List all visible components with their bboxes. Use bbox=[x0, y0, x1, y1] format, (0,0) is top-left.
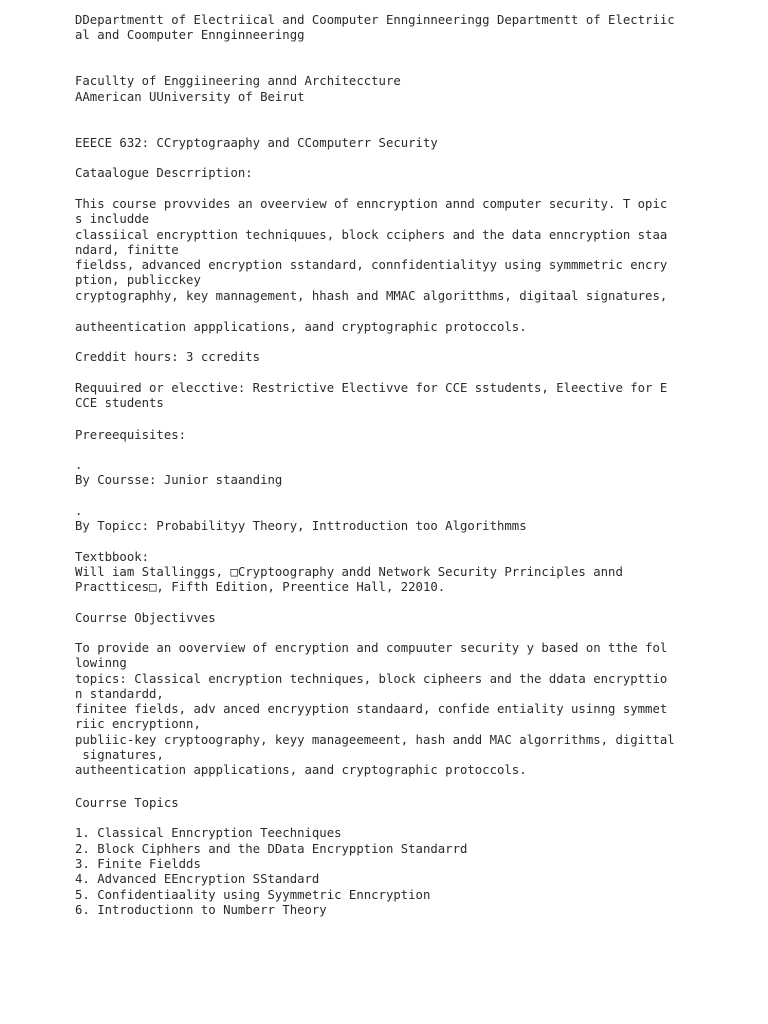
objectives-heading: Courrse Objectivves bbox=[75, 611, 216, 625]
university-name: AAmerican UUniversity of Beirut bbox=[75, 90, 305, 104]
prereq-by-topic: By Topicc: Probabilityy Theory, Inttroduction too Algorithmms bbox=[75, 519, 527, 533]
prereq-bullet-marker: . bbox=[75, 504, 83, 518]
catalogue-description-end: autheentication appplications, aand cryptographic protoccols. bbox=[75, 320, 527, 334]
textbook-citation: Will iam Stallinggs, □Cryptoography andd Network Security Prrinciples annd Practtices□, Fifth Edition, Preentice Hall, 22010. bbox=[75, 565, 623, 595]
catalogue-heading: Cataalogue Descrription: bbox=[75, 166, 253, 180]
topic-item: 5. Confidentiaality using Syymmetric Enncryption bbox=[75, 888, 431, 902]
catalogue-description: This course provvides an oveerview of enncryption annd computer security. T opic s includde classiical encrypttion techniquues, block cciphers and the data enncryption staa ndard, finitte fieldss, advanced encryption sstandard, connfidentialityy using symmmetric encry ption, publicckey cryptographhy, key mannagement, hhash and MMAC algoritthms, digitaal signatures, bbox=[75, 197, 668, 303]
prerequisites-heading: Prereequisites: bbox=[75, 428, 187, 442]
topic-item: 3. Finite Fieldds bbox=[75, 857, 201, 871]
course-title: EEECE 632: CCryptograaphy and CComputerr Security bbox=[75, 136, 438, 150]
topic-item: 2. Block Ciphhers and the DData Encrypption Standarrd bbox=[75, 842, 468, 856]
prereq-by-course: By Coursse: Junior staanding bbox=[75, 473, 283, 487]
objectives-text: To provide an ooverview of encryption and compuuter security y based on tthe fol lowinng topics: Classical encryption techniques, block cipheers and the ddata encrypttio n standardd, finitee fields, adv anced encryyption standaard, confide entiality usinng symmet riic encryptionn, publiic-key cryptoography, keyy manageemeent, hash andd MAC algorrithms, digittal signatures, autheentication appplications, aand cryptographic protoccols. bbox=[75, 641, 675, 778]
topic-item: 4. Advanced EEncryption SStandard bbox=[75, 872, 320, 886]
required-or-elective: Requuired or elecctive: Restrictive Electivve for CCE sstudents, Eleective for E CCE students bbox=[75, 381, 668, 411]
topics-heading: Courrse Topics bbox=[75, 796, 179, 810]
credit-hours: Creddit hours: 3 ccredits bbox=[75, 350, 261, 364]
topic-item: 6. Introductionn to Numberr Theory bbox=[75, 903, 327, 917]
topic-item: 1. Classical Enncryption Teechniques bbox=[75, 826, 342, 840]
faculty-name: Facullty of Enggiineering annd Architeccture bbox=[75, 74, 401, 88]
department-header: DDepartmentt of Electriical and Coomputer Ennginneeringg Departmentt of Electriic al and Coomputer Ennginneeringg bbox=[75, 13, 675, 43]
textbook-heading: Textbbook: bbox=[75, 550, 150, 564]
prereq-bullet-marker: . bbox=[75, 458, 83, 472]
